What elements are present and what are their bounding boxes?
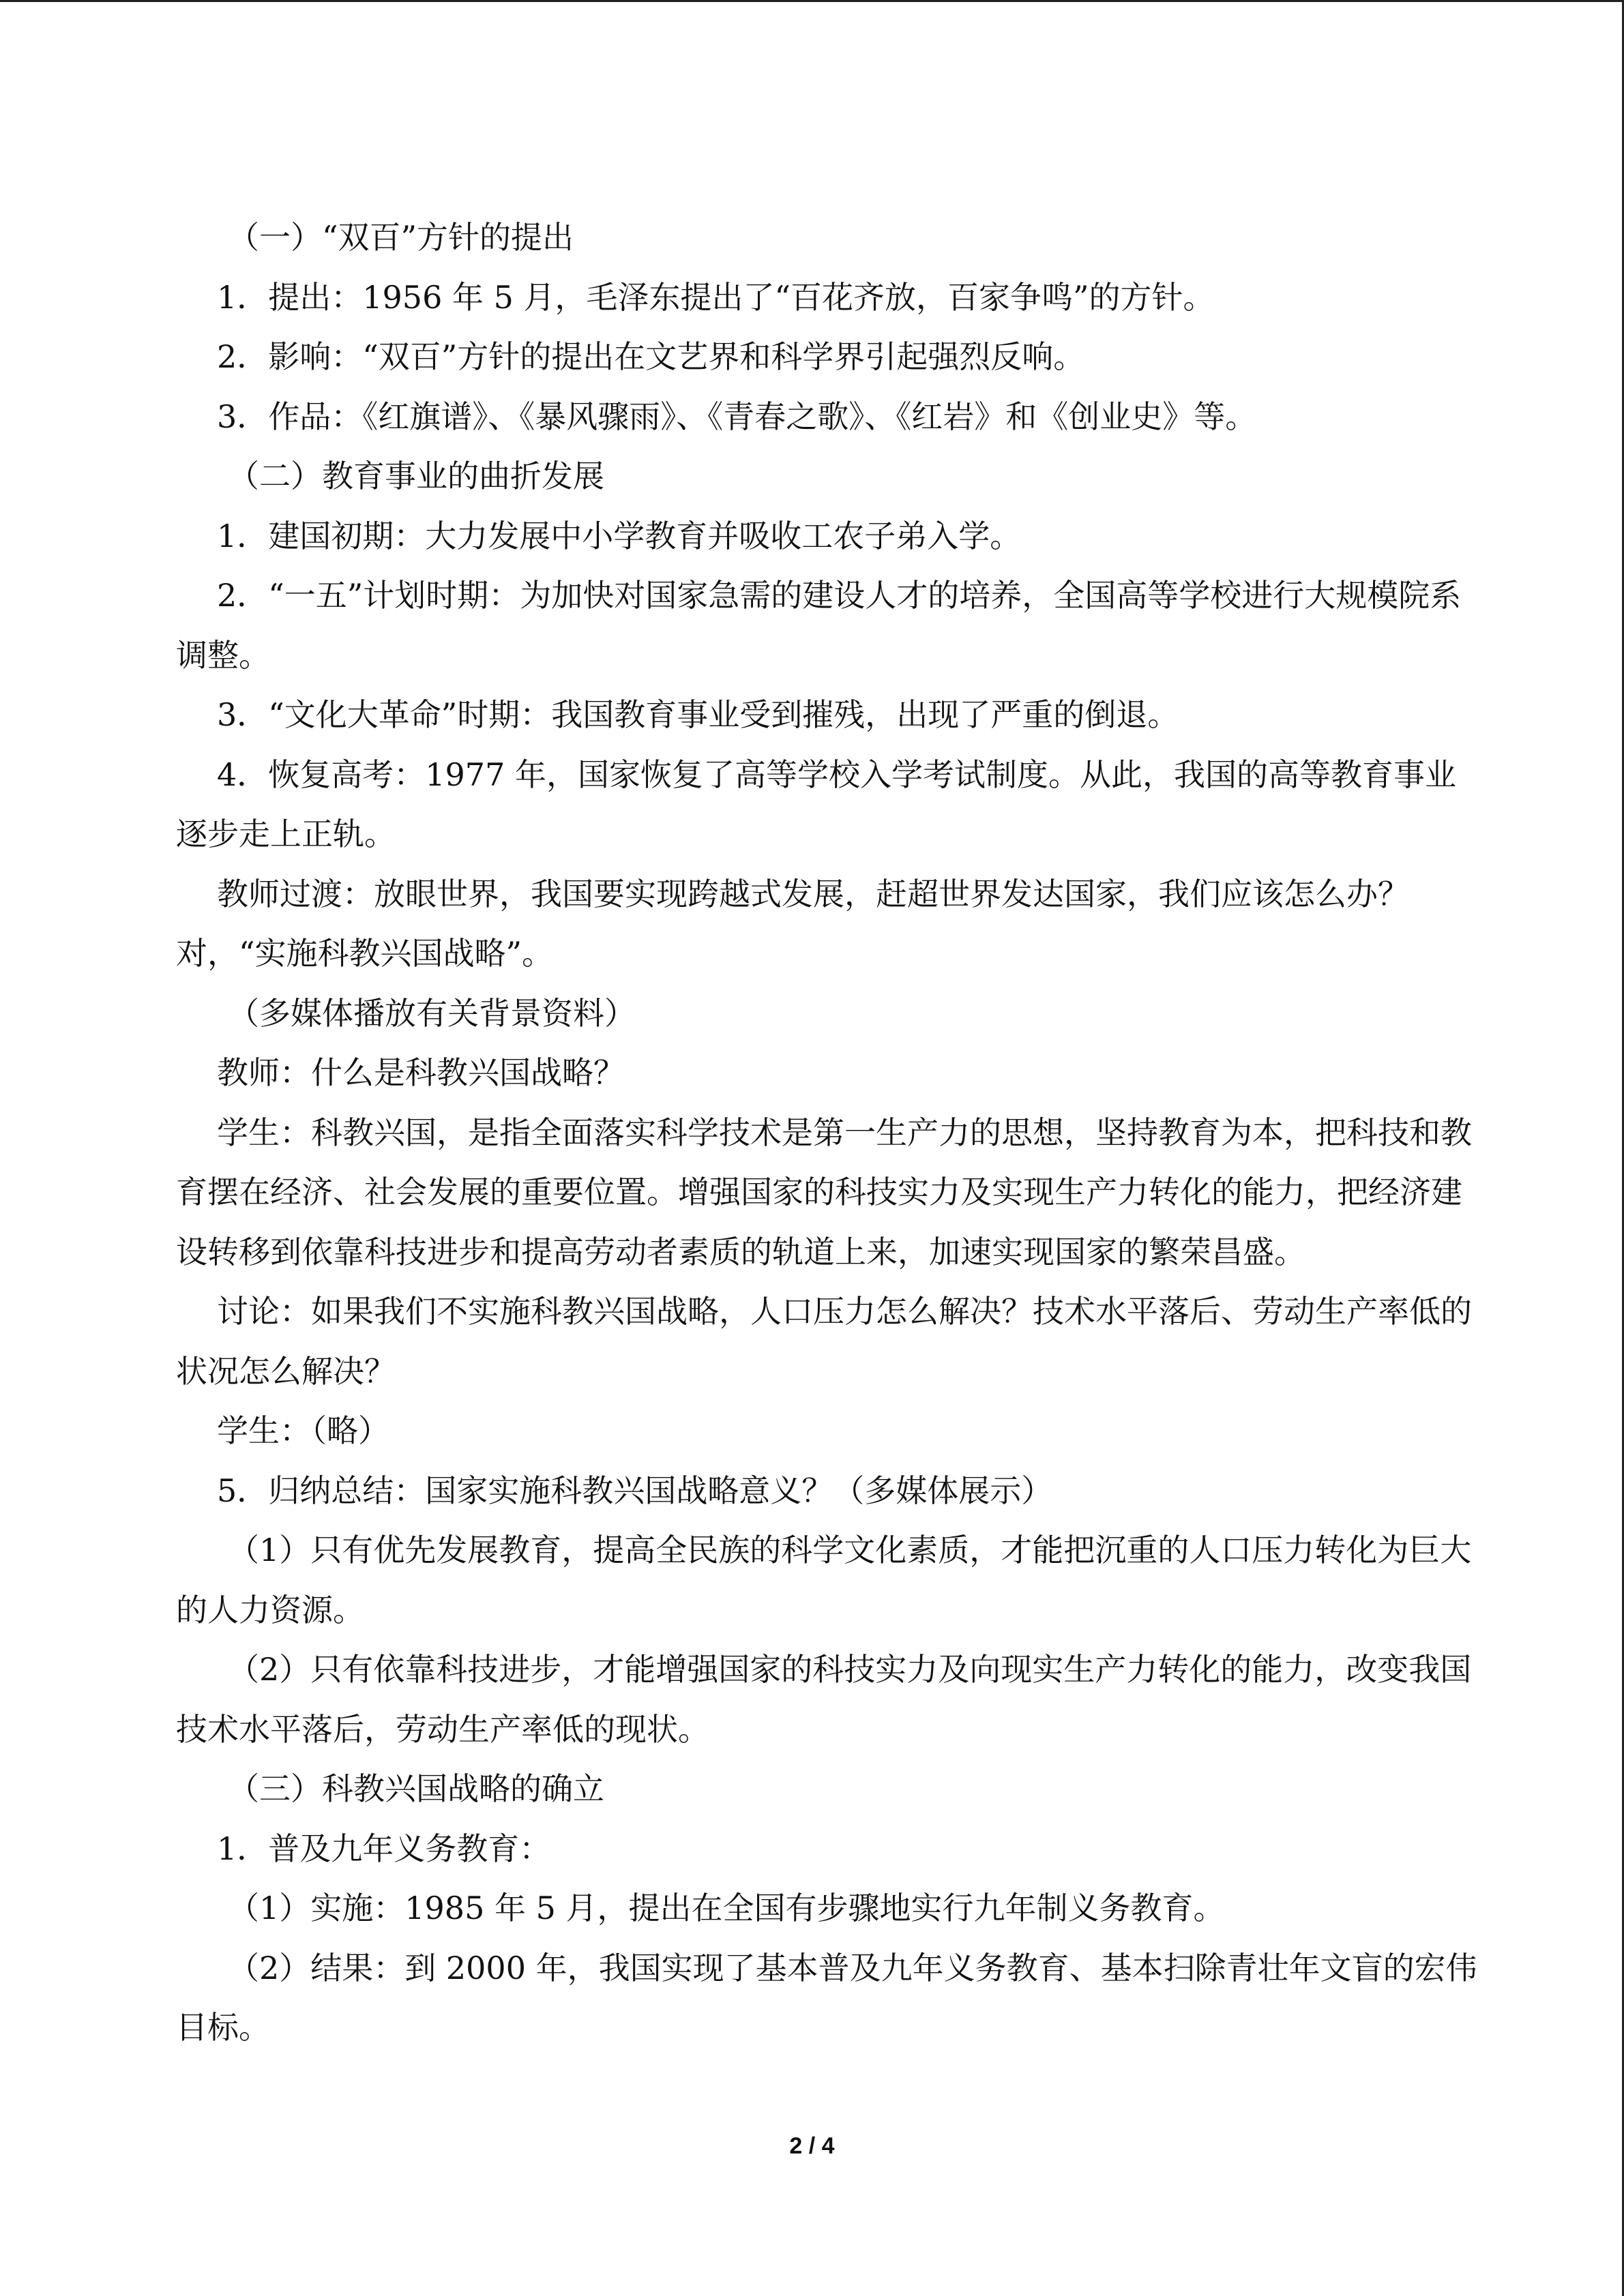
section-heading-kejiao: （三）科教兴国战略的确立	[228, 1770, 604, 1807]
paragraph: （2）只有依靠科技进步，才能增强国家的科技实力及向现实生产力转化的能力，改变我国技术水平落后，劳动生产率低的现状。	[176, 1651, 1472, 1748]
paragraph: 1．建国初期：大力发展中小学教育并吸收工农子弟入学。	[217, 517, 1022, 554]
paragraph: （1）实施：1985 年 5 月，提出在全国有步骤地实行九年制义务教育。	[228, 1890, 1225, 1926]
paragraph: 3．“文化大革命”时期：我国教育事业受到摧残，出现了严重的倒退。	[217, 696, 1179, 733]
document-body	[176, 208, 1482, 2058]
paragraph: 2．影响：“双百”方针的提出在文艺界和科学界引起强烈反响。	[217, 338, 1085, 375]
section-heading-education: （二）教育事业的曲折发展	[228, 458, 604, 494]
paragraph: 教师过渡：放眼世界，我国要实现跨越式发展，赶超世界发达国家，我们应该怎么办？对，“实施科教兴国战略”。	[176, 875, 1409, 972]
page-number: 2 / 4	[789, 2133, 835, 2159]
paragraph: （1）只有优先发展教育，提高全民族的科学文化素质，才能把沉重的人口压力转化为巨大的人力资源。	[176, 1532, 1472, 1628]
paragraph: 4．恢复高考：1977 年，国家恢复了高等学校入学考试制度。从此，我国的高等教育事业逐步走上正轨。	[176, 756, 1456, 852]
paragraph: 教师：什么是科教兴国战略？	[217, 1054, 625, 1091]
paragraph: 1．普及九年义务教育：	[217, 1830, 551, 1867]
paragraph: 1．提出：1956 年 5 月，毛泽东提出了“百花齐放，百家争鸣”的方针。	[217, 278, 1215, 316]
section-heading-shuangbai: （一）“双百”方针的提出	[228, 219, 574, 256]
paragraph: 3．作品：《红旗谱》、《暴风骤雨》、《青春之歌》、《红岩》和《创业史》等。	[217, 398, 1257, 435]
page-border-top	[0, 0, 1624, 2]
paragraph: 讨论：如果我们不实施科教兴国战略，人口压力怎么解决？技术水平落后、劳动生产率低的状况怎么解决？	[176, 1293, 1472, 1390]
paragraph: 5．归纳总结：国家实施科教兴国战略意义？（多媒体展示）	[217, 1472, 1053, 1509]
paragraph: （2）结果：到 2000 年，我国实现了基本普及九年义务教育、基本扫除青壮年文盲的宏伟目标。	[176, 1949, 1477, 2046]
paragraph: 学生：（略）	[217, 1412, 389, 1449]
paragraph: 2．“一五”计划时期：为加快对国家急需的建设人才的培养，全国高等学校进行大规模院系调整。	[176, 577, 1462, 674]
paragraph: （多媒体播放有关背景资料）	[228, 994, 636, 1032]
paragraph: 学生：科教兴国，是指全面落实科学技术是第一生产力的思想，坚持教育为本，把科技和教育摆在经济、社会发展的重要位置。增强国家的科技实力及实现生产力转化的能力，把经济建设转移到依靠科技进步和提高劳动者素质的轨道上来，加速实现国家的繁荣昌盛。	[176, 1114, 1472, 1270]
